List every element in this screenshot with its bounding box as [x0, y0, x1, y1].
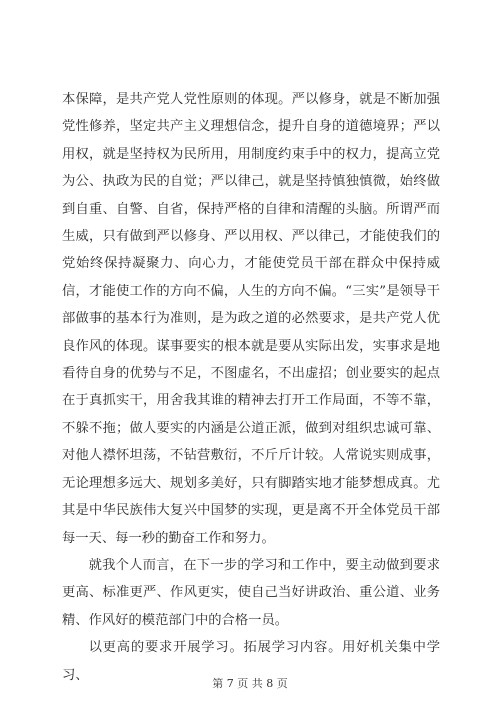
document-body [62, 86, 440, 689]
paragraph-personal-commitment: 就我个人而言，在下一步的学习和工作中，要主动做到要求更高、标准更严、作风更实，使自己当好讲政治、重公道、业务精、作风好的模范部门中的合格一员。 [62, 557, 440, 628]
page-footer: 第 7 页 共 8 页 [212, 677, 288, 690]
paragraph-study-requirements: 以更高的要求开展学习。拓展学习内容。用好机关集中学习、 [62, 640, 440, 683]
paragraph-continued: 本保障，是共产党人党性原则的体现。严以修身，就是不断加强党性修养，坚定共产主义理想信念，提升自身的道德境界；严以用权，就是坚持权为民所用，用制度约束手中的权力，提高立党为公、执政为民的自觉；严以律己，就是坚持慎独慎微，始终做到自重、自警、自省，保持严格的自律和清醒的头脑。所谓严而生威，只有做到严以修身、严以用权、严以律己，才能使我们的党始终保持凝聚力、向心力，才能使党员干部在群众中保持威信，才能使工作的方向不偏，人生的方向不偏。“三实”是领导干部做事的基本行为准则，是为政之道的必然要求，是共产党人优良作风的体现。谋事要实的根本就是要从实际出发，实事求是地看待自身的优势与不足，不图虚名，不出虚招；创业要实的起点在于真抓实干，用舍我其谁的精神去打开工作局面，不等不靠，不躲不拖；做人要实的内涵是公道正派，做到对组织忠诚可靠、对他人襟怀坦荡，不钻营敷衍，不斤斤计较。人常说实则成事，无论理想多远大、规划多美好，只有脚踏实地才能梦想成真。尤其是中华民族伟大复兴中国梦的实现，更是离不开全体党员干部每一天、每一秒的勤奋工作和努力。 [62, 92, 440, 546]
